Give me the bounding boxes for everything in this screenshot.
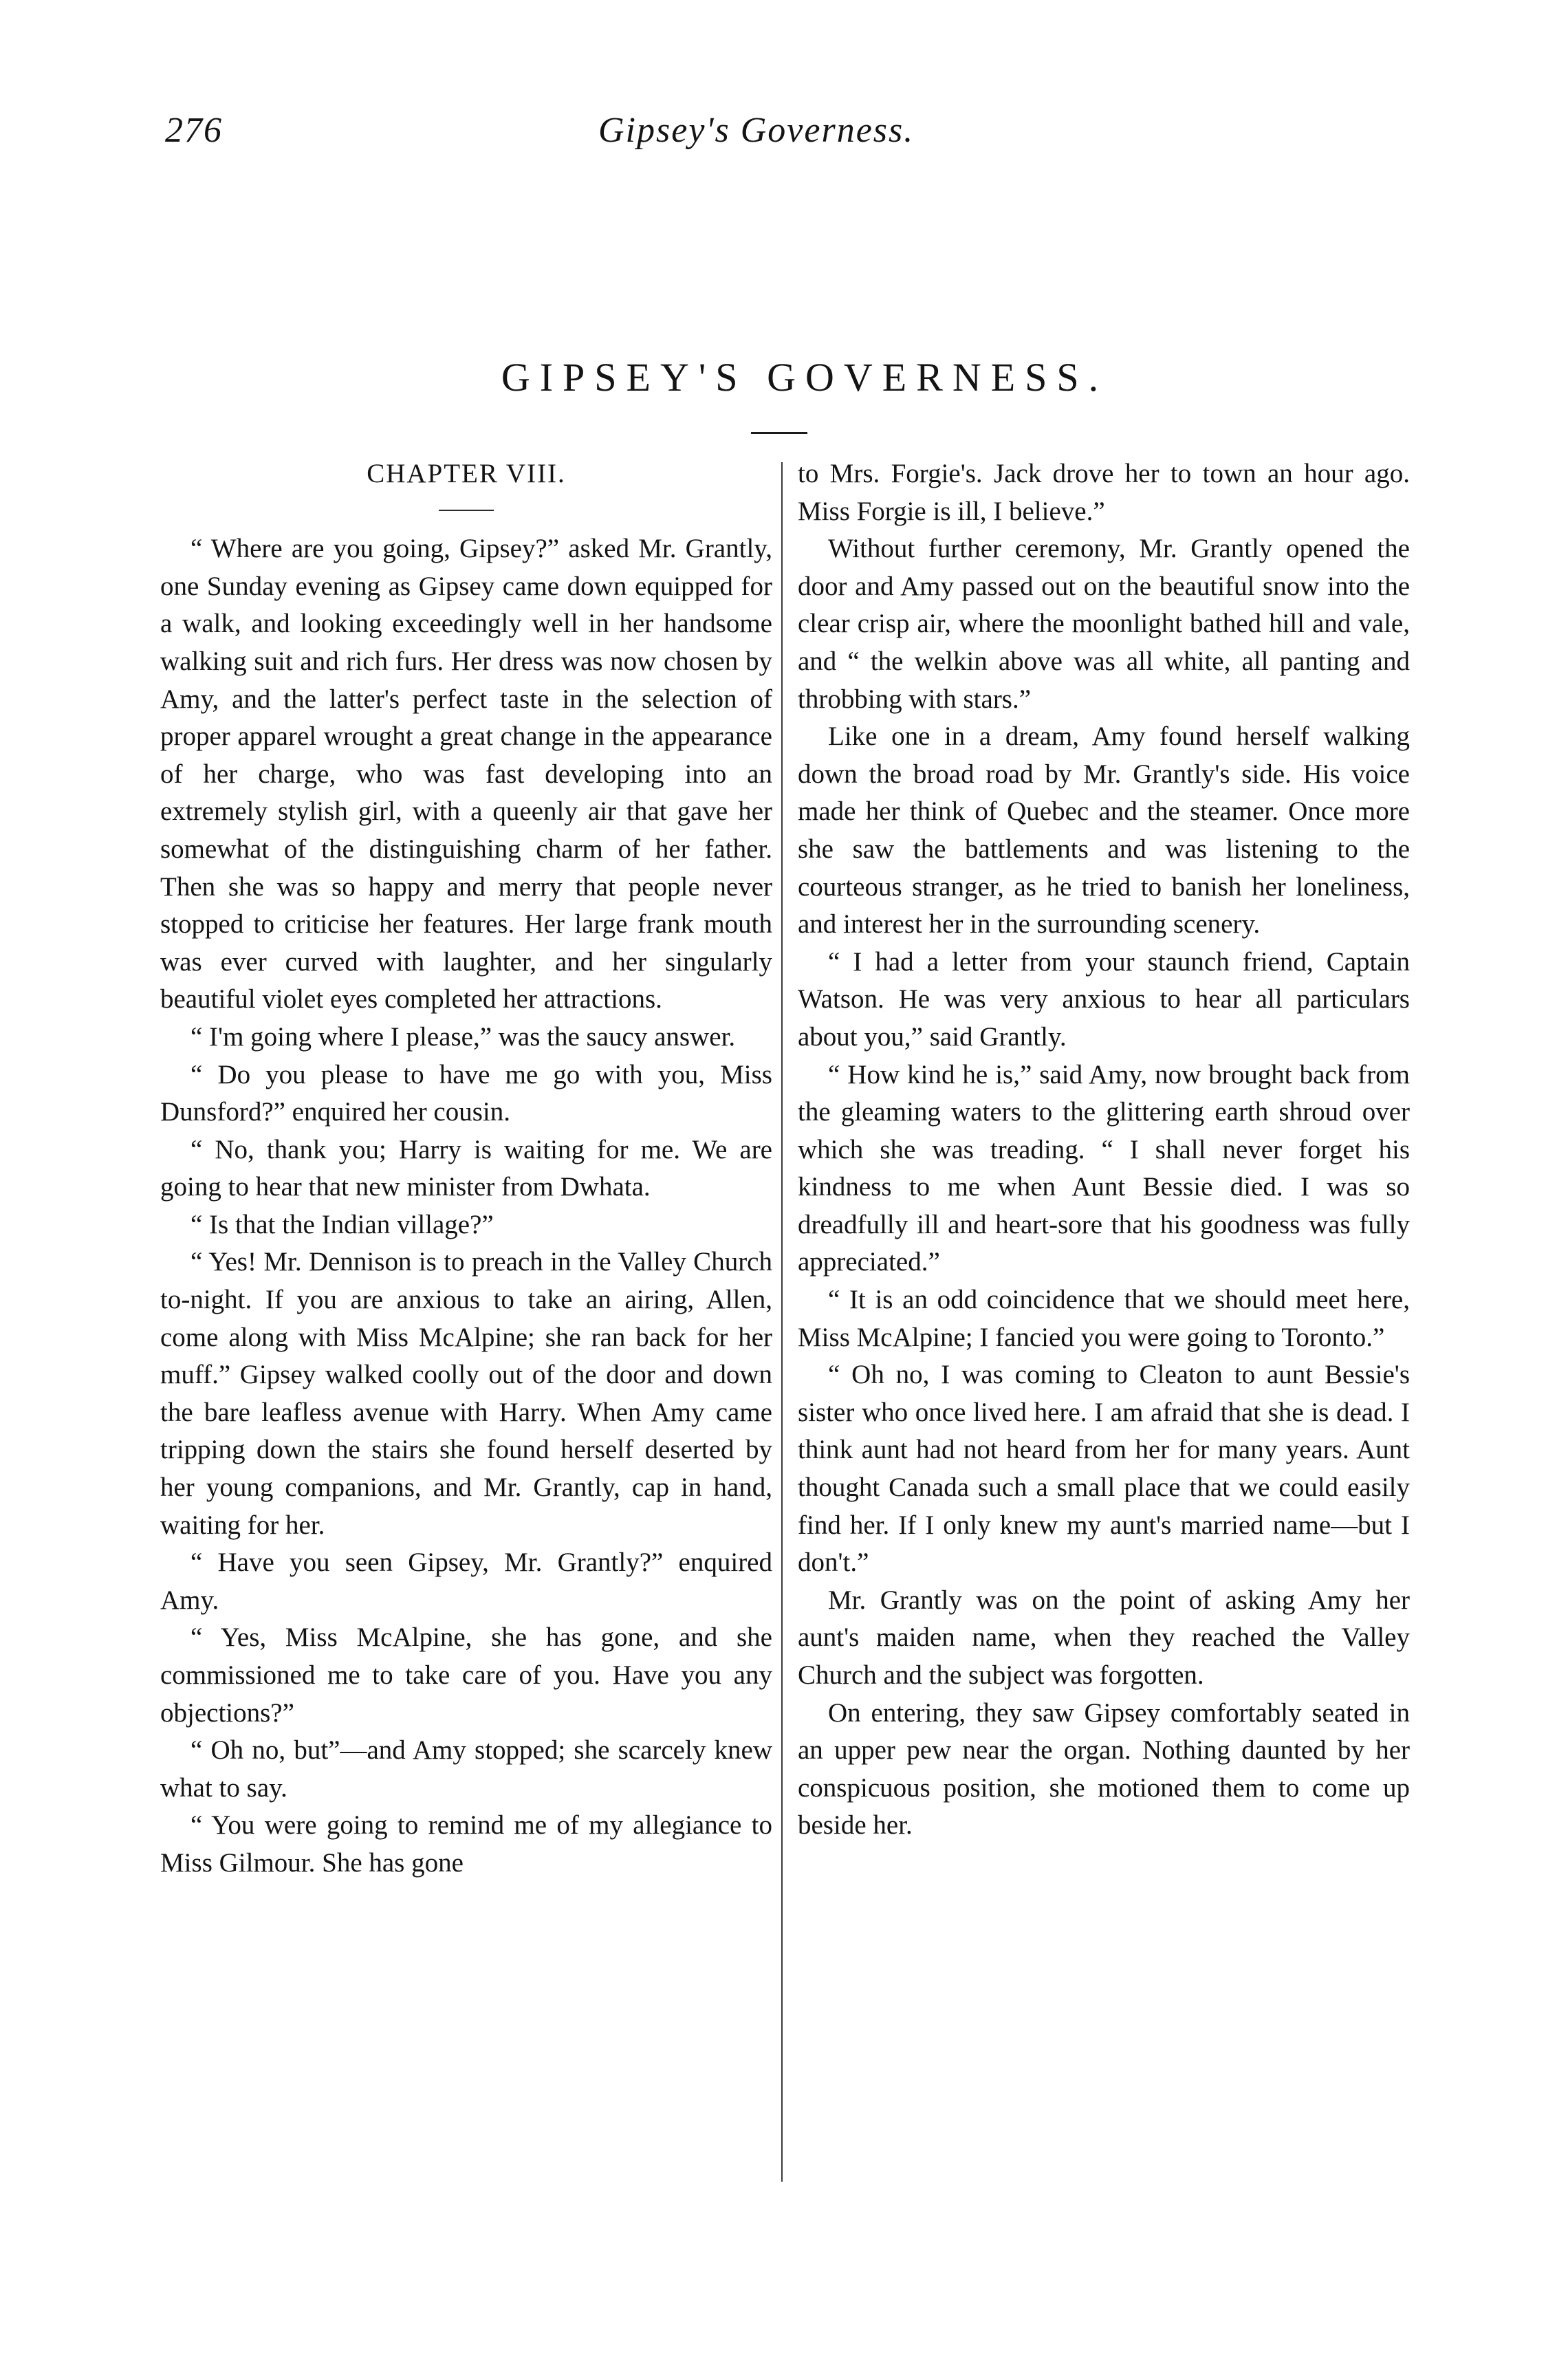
running-title: Gipsey's Governess. bbox=[598, 111, 915, 150]
paragraph: “ Yes, Miss McAlpine, she has gone, and she commissioned me to take care of you. Have you any objections?” bbox=[160, 1623, 772, 1728]
column-divider bbox=[781, 462, 783, 2182]
page-number: 276 bbox=[165, 111, 223, 150]
running-head bbox=[0, 110, 1568, 165]
chapter-heading: CHAPTER VIII. bbox=[367, 459, 566, 488]
paragraph: “ I'm going where I please,” was the saucy answer. bbox=[190, 1021, 736, 1052]
paragraph: “ How kind he is,” said Amy, now brought back from the gleaming waters to the glittering earth shroud over which she was treading. “ I shall never forget his kindness to me when Aunt Bessie died. I was so dreadfully ill and heart-sore that his goodness was fully appreciated.” bbox=[798, 1059, 1410, 1277]
paragraph: “ No, thank you; Harry is waiting for me. We are going to hear that new minister from Dwhata. bbox=[160, 1134, 772, 1202]
left-column bbox=[160, 455, 772, 2202]
paragraph: “ Where are you going, Gipsey?” asked Mr. Grantly, one Sunday evening as Gipsey came down equipped for a walk, and looking exceedingly well in her handsome walking suit and rich furs. Her dress was now chosen by Amy, and the latter's perfect taste in the selection of proper apparel wrought a great change in the appearance of her charge, who was fast developing into an extremely stylish girl, with a queenly air that gave her somewhat of the distinguishing charm of her father. Then she was so happy and merry that people never stopped to criticise her features. Her large frank mouth was ever curved with laughter, and her singularly beautiful violet eyes completed her attractions. bbox=[160, 534, 772, 1014]
paragraph: “ Is that the Indian village?” bbox=[190, 1209, 494, 1239]
paragraph: Without further ceremony, Mr. Grantly opened the door and Amy passed out on the beautiful snow into the clear crisp air, where the moonlight bathed hill and vale, and “ the welkin above was all white, all panting and throbbing with stars.” bbox=[798, 534, 1410, 714]
paragraph: “ It is an odd coincidence that we should meet here, Miss McAlpine; I fancied you were going to Toronto.” bbox=[798, 1285, 1410, 1352]
paragraph: On entering, they saw Gipsey comfortably seated in an upper pew near the organ. Nothing daunted by her conspicuous position, she motioned them to come up beside her. bbox=[798, 1697, 1410, 1841]
paragraph: Like one in a dream, Amy found herself walking down the broad road by Mr. Grantly's side. His voice made her think of Quebec and the steamer. Once more she saw the battlements and was listening to the courteous stranger, as he tried to banish her loneliness, and interest her in the surrounding scenery. bbox=[798, 721, 1410, 940]
paragraph: “ Yes! Mr. Dennison is to preach in the Valley Church to-night. If you are anxious to take an airing, Allen, come along with Miss McAlpine; she ran back for her muff.” Gipsey walked coolly out of the door and down the bare leafless avenue with Harry. When Amy came tripping down the stairs she found herself deserted by her young companions, and Mr. Grantly, cap in hand, waiting for her. bbox=[160, 1247, 772, 1540]
paragraph: Mr. Grantly was on the point of asking Amy her aunt's maiden name, when they reached the Valley Church and the subject was forgotten. bbox=[798, 1585, 1410, 1690]
right-column bbox=[798, 455, 1410, 2202]
paragraph: “ Do you please to have me go with you, Miss Dunsford?” enquired her cousin. bbox=[160, 1059, 772, 1127]
paragraph: “ You were going to remind me of my allegiance to Miss Gilmour. She has gone bbox=[160, 1810, 772, 1878]
paragraph-continuation: to Mrs. Forgie's. Jack drove her to town an hour ago. Miss Forgie is ill, I believe.” bbox=[798, 459, 1410, 526]
paragraph: “ Oh no, but”—and Amy stopped; she scarcely knew what to say. bbox=[160, 1735, 772, 1803]
title-rule bbox=[751, 432, 807, 434]
paragraph: “ Oh no, I was coming to Cleaton to aunt Bessie's sister who once lived here. I am afraid that she is dead. I think aunt had not heard from her for many years. Aunt thought Canada such a small place that we could easily find her. If I only knew my aunt's married name—but I don't.” bbox=[798, 1360, 1410, 1578]
paragraph: “ Have you seen Gipsey, Mr. Grantly?” enquired Amy. bbox=[160, 1548, 772, 1615]
chapter-rule bbox=[439, 510, 494, 511]
article-title: GIPSEY'S GOVERNESS. bbox=[501, 355, 1109, 400]
paragraph: “ I had a letter from your staunch friend, Captain Watson. He was very anxious to hear all particulars about you,” said Grantly. bbox=[798, 946, 1410, 1052]
